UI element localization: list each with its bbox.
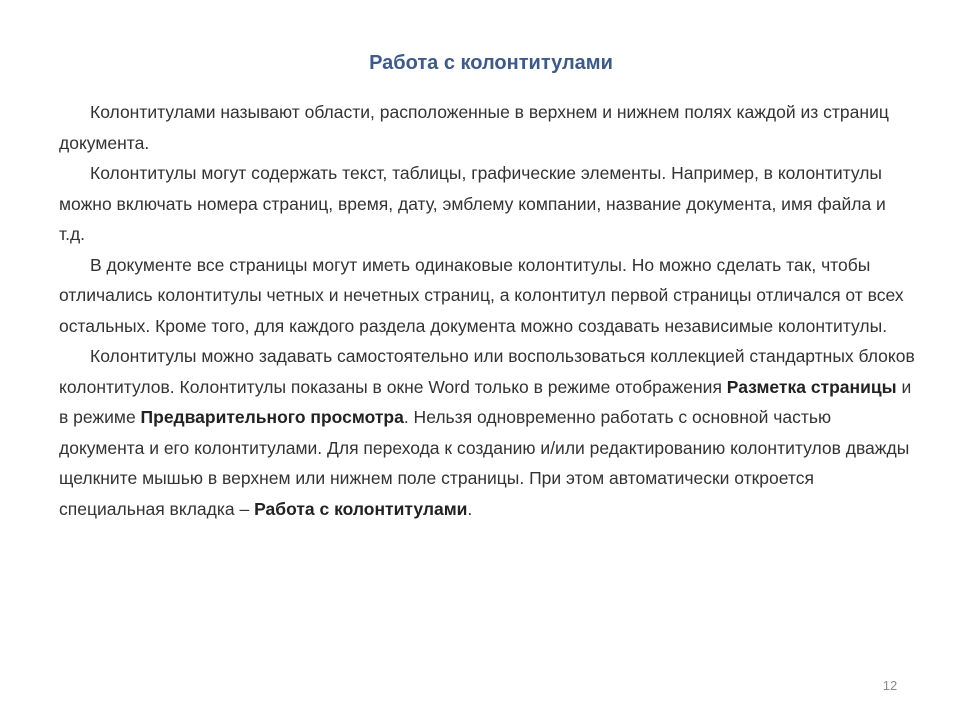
paragraph-usage bbox=[59, 341, 915, 524]
paragraph-contents: Колонтитулы могут содержать текст, таблицы, графические элементы. Например, в колонтитулы можно включать номера страниц, время, дату, эмблему компании, название документа, имя файла и т.д. bbox=[59, 163, 886, 244]
paragraph-different-headers: В документе все страницы могут иметь одинаковые колонтитулы. Но можно сделать так, чтобы отличались колонтитулы четных и нечетных страниц, а колонтитул первой страницы отличался от всех остальных. Кроме того, для каждого раздела документа можно создавать независимые колонтитулы. bbox=[59, 254, 904, 336]
page-number: 12 bbox=[882, 678, 898, 693]
bold-header-footer-tab: Работа с колонтитулами bbox=[254, 498, 468, 519]
usage-text-part-4: . bbox=[467, 498, 473, 519]
usage-text-part-2: и в режиме bbox=[59, 376, 912, 427]
usage-text-part-3: . Нельзя одновременно работать с основной частью документа и его колонтитулами. Для перехода к созданию и/или редактированию колонтитулов дважды щелкните мышью в верхнем или нижнем поле страницы. При этом автоматически откроется специальная вкладка – bbox=[59, 407, 910, 519]
bold-page-layout-mode: Разметка страницы bbox=[726, 376, 897, 397]
bold-preview-mode: Предварительного просмотра bbox=[140, 407, 404, 427]
slide-content bbox=[59, 97, 915, 524]
slide-title: Работа с колонтитулами bbox=[369, 52, 613, 74]
usage-text-part-1: Колонтитулы можно задавать самостоятельно или воспользоваться коллекцией стандартных блоков колонтитулов. Колонтитулы показаны в окне Word только в режиме отображения bbox=[59, 346, 915, 397]
paragraph-definition: Колонтитулами называют области, расположенные в верхнем и нижнем полях каждой из страниц документа. bbox=[59, 102, 889, 153]
